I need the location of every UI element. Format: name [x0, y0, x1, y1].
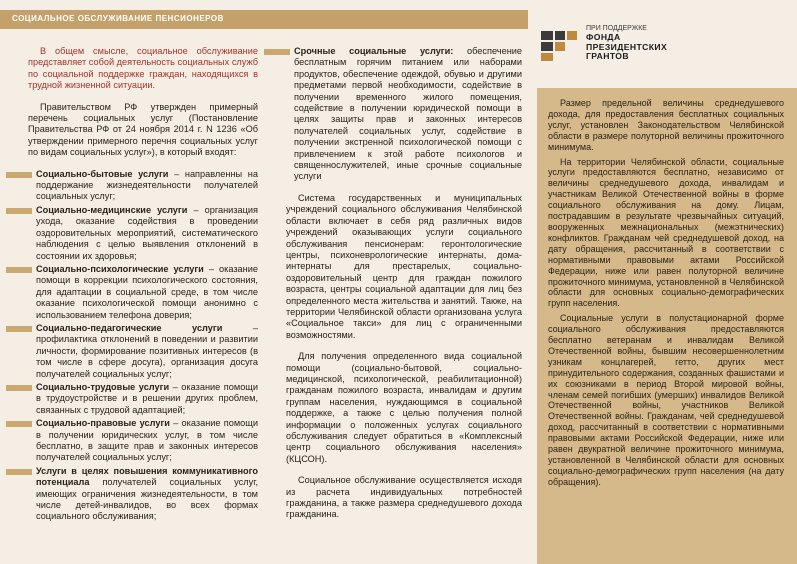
- income-limit-paragraph: Размер предельной величины среднедушевого дохода, для предоставления бесплатных социальных услуг, установлен Законодательством Челябинской области в размере полуторной величины прожиточного минимума.: [548, 98, 784, 152]
- institutions-paragraph: Система государственных и муниципальных учреждений социального обслуживания Челябинской области включает в себя ряд различных видов учреждений оказывающих услуги социального обслуживания пенсионерам: геронтологические центры, психоневрологические интернаты, дома-интернаты для престарелых, социально-оздоровительный центр для граждан пожилого возраста, центры социальной адаптации для лиц без определенного места жительства и занятий. Также, на территории Челябинской области организована услуга «Социальное такси» для лиц с ограниченными возможностями.: [286, 192, 522, 340]
- presidential-grants-fund-icon: [540, 28, 578, 62]
- free-services-paragraph: На территории Челябинской области, социальные услуги предоставляются бесплатно, независимо от величины среднедушевого дохода, инвалидам и участникам Великой Отечественной войны в форме социального обслуживания на дому. Лицам, пострадавшим в результате чрезвычайных ситуаций, вооруженных межнациональных (межэтнических) конфликтов. Гражданам чей среднедушевой доход, на дату обращения, рассчитанный в соответствии с нормативными правовыми актами Российской Федерации, ниже или равен полуторной величине прожиточного минимума, установленной в Челябинской области для основных социально-демографических групп населения.: [548, 156, 784, 309]
- service-term: Социально-педагогические услуги: [36, 322, 223, 333]
- service-term: Социально-правовые услуги: [36, 418, 170, 429]
- service-item: [286, 46, 522, 183]
- service-item: [28, 466, 258, 523]
- semi-stationary-paragraph: Социальные услуги в полустационарной форме социального обслуживания предоставляются бесплатно ветеранам и инвалидам Великой Отечественной войны, бывшим несовершеннолетним узникам концлагерей, гетто, других мест принудительного содержания, созданных фашистами и их союзниками в период Второй мировой войны, членам семей погибших (умерших) инвалидов Великой Отечественной войны, участников Великой Отечественной войны. Гражданам, чей среднедушевой доход, рассчитанный в соответствии с нормативными правовыми актами Российской Федерации, ниже или равен двукратной величине прожиточного минимума, установленной в Челябинской области для основных социально-демографических групп населения (на дату обращения).: [548, 313, 784, 487]
- service-text: – оказание помощи в трудоустройстве и в решении других проблем, связанных с трудовой адаптацией;: [36, 381, 258, 415]
- column-right: [548, 98, 784, 488]
- logo-line-fund: ФОНДА: [586, 32, 621, 42]
- service-item: [28, 264, 258, 321]
- logo-line-support: ПРИ ПОДДЕРЖКЕ: [586, 25, 647, 32]
- service-term: Социально-психологические услуги: [36, 263, 204, 274]
- service-text: получателей социальных услуг, имеющих ограничения жизнедеятельности, в том числе детей-инвалидов, во всех формах социального обслуживания;: [36, 477, 258, 522]
- calculation-paragraph: Социальное обслуживание осуществляется исходя из расчета индивидуальных потребностей гражданина, а также размера среднедушевого дохода гражданина.: [286, 475, 522, 520]
- kcson-paragraph: Для получения определенного вида социальной помощи (социально-бытовой, социально-медицинской, психологической, реабилитационной) гражданам пожилого возраста, инвалидам и другим группам населения, нуждающимся в социальной поддержке, а также с целью получения полной информации о положенных услугах социального обслуживания следует обратиться в «Комплексный центр социального обслуживания населения» (КЦСОН).: [286, 351, 522, 464]
- service-term: Услуги в целях повышения коммуникативного потенциала: [36, 465, 258, 488]
- bullet-marker: [6, 469, 32, 475]
- bullet-marker: [6, 208, 32, 214]
- fund-logo: [540, 24, 690, 70]
- column-left: [28, 46, 258, 525]
- service-term: Социально-медицинские услуги: [36, 204, 188, 215]
- service-text: – направленны на поддержание жизнедеятельности получателей социальных услуг;: [36, 168, 258, 202]
- service-text: – профилактика отклонений в поведении и развитии личности, формирование позитивных интересов (в том числе в сфере досуга), организация досуга получателей социальных услуг;: [36, 322, 258, 379]
- bullet-marker: [6, 172, 32, 178]
- bullet-marker: [6, 385, 32, 391]
- header-band: [0, 10, 528, 29]
- service-item: [28, 169, 258, 203]
- service-text: – оказание помощи в коррекции психологического состояния, для адаптации в социальной среде, в том числе оказание психологической помощи анонимно с использованием телефона доверия;: [36, 263, 258, 320]
- logo-line-grants: ГРАНТОВ: [586, 51, 629, 62]
- intro-paragraph: Правительством РФ утвержден примерный перечень социальных услуг (Постановление Правительства РФ от 24 ноября 2014 г. N 1236 «Об утверждении примерного перечня социальных услуг по видам социальных услуг»), в который входят:: [28, 101, 258, 158]
- column-middle: [286, 46, 522, 521]
- header-title: СОЦИАЛЬНОЕ ОБСЛУЖИВАНИЕ ПЕНСИОНЕРОВ: [12, 14, 224, 23]
- service-term: Социально-бытовые услуги: [36, 168, 169, 179]
- bullet-marker: [264, 49, 290, 55]
- service-item: [28, 205, 258, 262]
- bullet-marker: [6, 267, 32, 273]
- service-text: – оказание помощи в получении юридических услуг, в том числе бесплатно, в защите прав и законных интересов получателей социальных услуг;: [36, 418, 258, 463]
- service-item: [28, 418, 258, 464]
- logo-line-presidential: ПРЕЗИДЕНТСКИХ: [586, 41, 668, 52]
- service-item: [28, 382, 258, 416]
- service-item: [28, 323, 258, 380]
- bullet-marker: [6, 421, 32, 427]
- bullet-marker: [6, 326, 32, 332]
- service-text: – организация ухода, оказание содействия в проведении оздоровительных мероприятий, систематического наблюдения с целью выявления отклонений в состоянии их здоровья;: [36, 204, 258, 261]
- lead-paragraph: В общем смысле, социальное обслуживание представляет собой деятельность социальных служб по социальной поддержке граждан, находящихся в трудной жизненной ситуации.: [28, 46, 258, 91]
- service-text: обеспечение бесплатным горячим питанием или наборами продуктов, обеспечение одеждой, обувью и другими предметами первой необходимости, содействие в получении временного жилого помещения, содействие в получении юридической помощи в целях защиты прав и законных интересов получателей социальных услуг, содействие в получении экстренной психологической помощи с привлечением к этой работе психологов и священнослужителей, иные срочные социальные услуги: [294, 46, 523, 182]
- service-term: Срочные социальные услуги:: [294, 46, 454, 56]
- logo-text: [586, 24, 667, 62]
- service-term: Социально-трудовые услуги: [36, 381, 170, 392]
